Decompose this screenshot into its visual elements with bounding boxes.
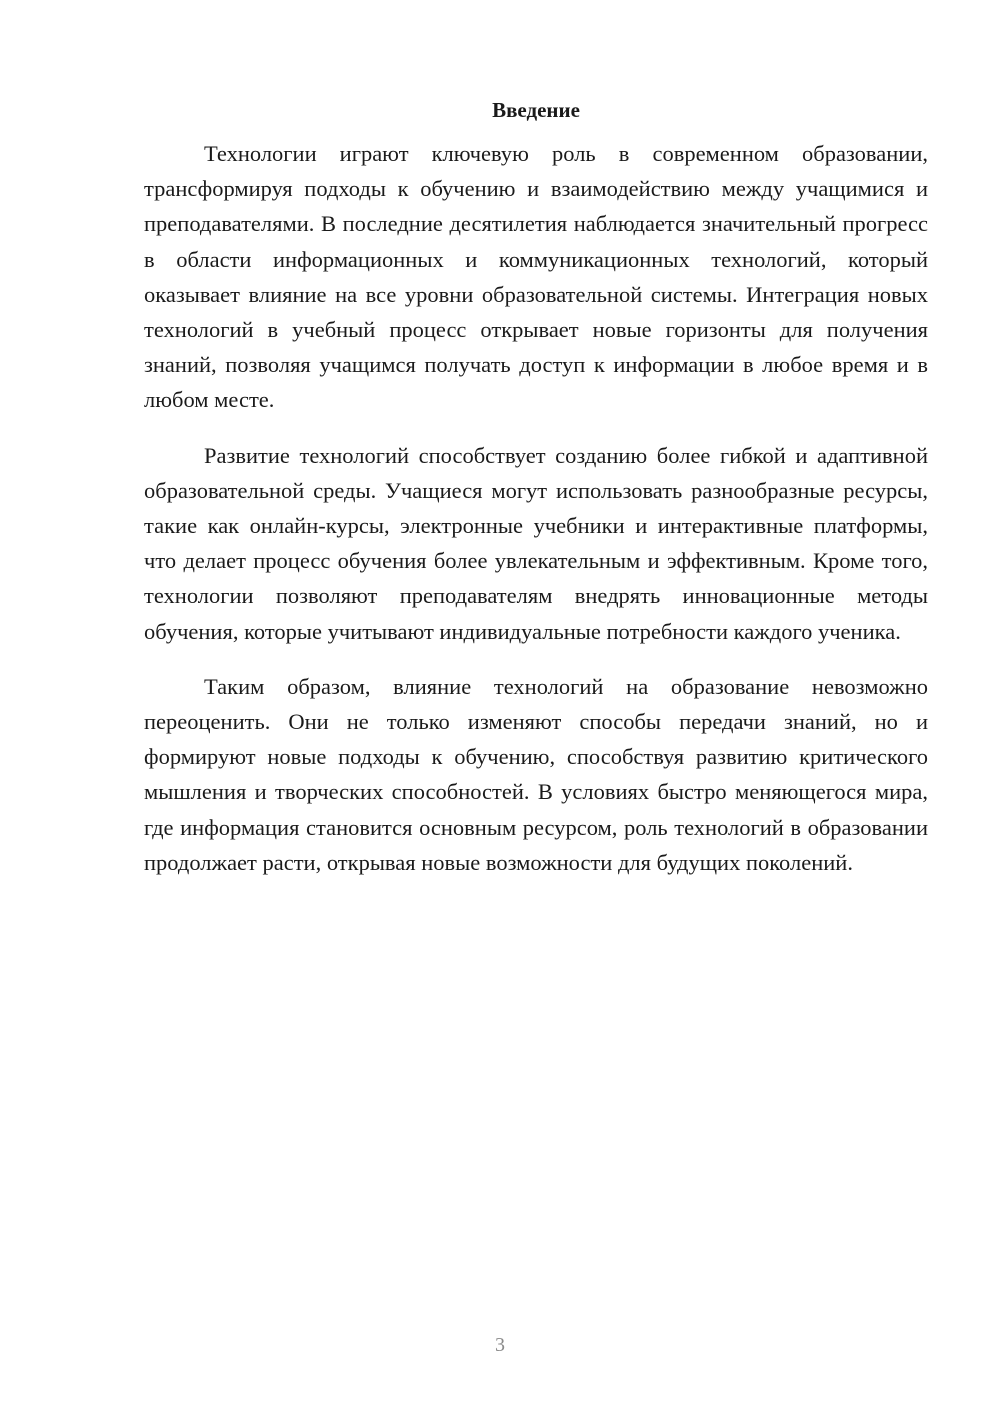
paragraph-2: Развитие технологий способствует созданию более гибкой и адаптивной образовательной среды. Учащиеся могут использовать разнообразные ресурсы, такие как онлайн-курсы, электронные учебники и интерактивные платформы, что делает процесс обучения более увлекательным и эффективным. Кроме того, технологии позволяют преподавателям внедрять инновационные методы обучения, которые учитывают индивидуальные потребности каждого ученика. xyxy=(144,442,928,644)
paragraph-3: Таким образом, влияние технологий на образование невозможно переоценить. Они не только изменяют способы передачи знаний, но и формируют новые подходы к обучению, способствуя развитию критического мышления и творческих способностей. В условиях быстро меняющегося мира, где информация становится основным ресурсом, роль технологий в образовании продолжает расти, открывая новые возможности для будущих поколений. xyxy=(144,673,928,875)
page-content xyxy=(144,92,928,900)
section-title: Введение xyxy=(492,98,580,122)
paragraph-1: Технологии играют ключевую роль в современном образовании, трансформируя подходы к обучению и взаимодействию между учащимися и преподавателями. В последние десятилетия наблюдается значительный прогресс в области информационных и коммуникационных технологий, который оказывает влияние на все уровни образовательной системы. Интеграция новых технологий в учебный процесс открывает новые горизонты для получения знаний, позволяя учащимся получать доступ к информации в любое время и в любом месте. xyxy=(144,141,928,413)
page-number: 3 xyxy=(495,1334,505,1356)
